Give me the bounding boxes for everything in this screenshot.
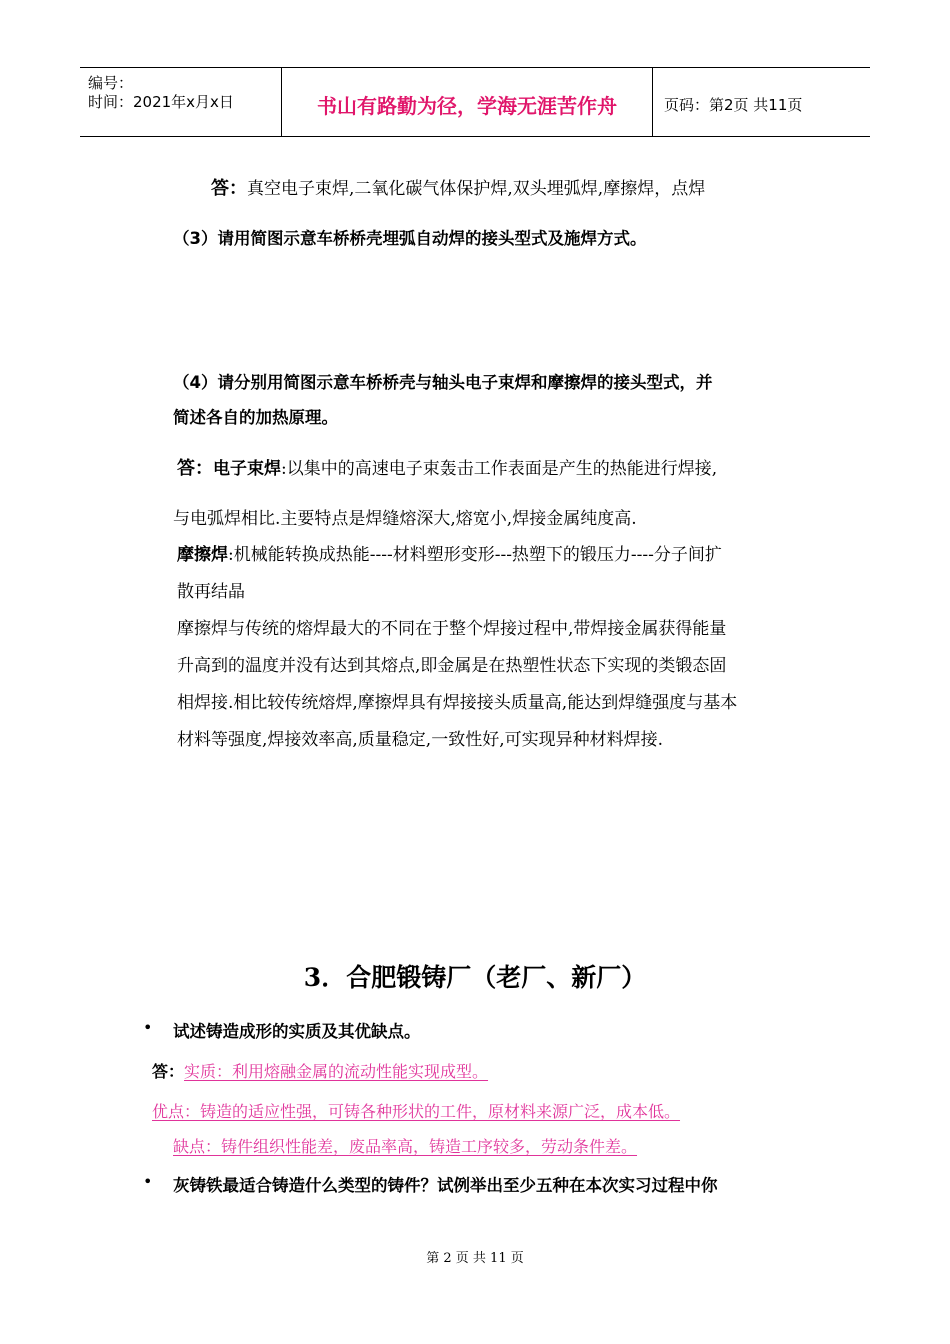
answer-4-text-1: :以集中的高速电子束轰击工作表面是产生的热能进行焊接, — [281, 459, 718, 479]
header-meta-cell — [80, 68, 282, 136]
answer-essence: 实质：利用熔融金属的流动性能实现成型。 — [184, 1062, 489, 1081]
paragraph-line: 相焊接.相比较传统熔焊,摩擦焊具有焊接接头质量高,能达到焊缝强度与基本 — [177, 693, 738, 713]
friction-text-1: :机械能转换成热能----材料塑形变形---热塑下的锻压力----分子间扩 — [228, 545, 722, 565]
answer-4-line-1 — [177, 454, 717, 480]
friction-line-1 — [177, 540, 722, 565]
answer-block-essence — [152, 1059, 488, 1082]
answer-1-text: 真空电子束焊,二氧化碳气体保护焊,双头埋弧焊,摩擦焊，点焊 — [247, 179, 706, 199]
answer-cons: 缺点：铸件组织性能差，废品率高，铸造工序较多，劳动条件差。 — [173, 1137, 638, 1156]
header-time-label: 时间：2021年x月x日 — [88, 93, 234, 111]
answer-4-line-2: 与电弧焊相比.主要特点是焊缝熔深大,熔宽小,焊接金属纯度高. — [173, 509, 637, 529]
page-footer: 第 2 页 共 11 页 — [426, 1251, 524, 1266]
answer-label: 答： — [152, 1062, 185, 1081]
answer-1-label: 答： — [211, 178, 247, 199]
answer-pros: 优点：铸造的适应性强，可铸各种形状的工件，原材料来源广泛，成本低。 — [152, 1102, 681, 1121]
question-4-line-2: 简述各自的加热原理。 — [173, 408, 338, 427]
paragraph-line: 摩擦焊与传统的熔焊最大的不同在于整个焊接过程中,带焊接金属获得能量 — [177, 619, 727, 639]
bullet-symbol: • — [143, 1172, 153, 1191]
header-number-label: 编号： — [88, 74, 134, 92]
friction-line-2: 散再结晶 — [177, 582, 245, 602]
paragraph-line: 材料等强度,焊接效率高,质量稳定,一致性好,可实现异种材料焊接. — [177, 730, 664, 750]
paragraph-line: 升高到的温度并没有达到其熔点,即金属是在热塑性状态下实现的类锻态固 — [177, 656, 727, 676]
bullet-symbol: • — [143, 1018, 153, 1037]
section-title: 3．合肥锻铸厂（老厂、新厂） — [303, 963, 647, 992]
bullet-item-1: 试述铸造成形的实质及其优缺点。 — [173, 1022, 421, 1041]
question-3: （3）请用简图示意车桥桥壳埋弧自动焊的接头型式及施焊方式。 — [173, 229, 647, 248]
header-page-info: 页码：第2页 共11页 — [664, 95, 803, 114]
question-4-line-1: （4）请分别用简图示意车桥桥壳与轴头电子束焊和摩擦焊的接头型式，并 — [173, 373, 713, 392]
friction-term: 摩擦焊 — [177, 545, 228, 565]
header-table — [80, 67, 870, 137]
header-motto: 书山有路勤为径，学海无涯苦作舟 — [282, 68, 653, 136]
bullet-item-2: 灰铸铁最适合铸造什么类型的铸件？试例举出至少五种在本次实习过程中你 — [173, 1176, 718, 1195]
answer-1 — [211, 174, 705, 200]
answer-4-term: 电子束焊 — [213, 459, 281, 479]
answer-4-label: 答： — [177, 458, 213, 479]
